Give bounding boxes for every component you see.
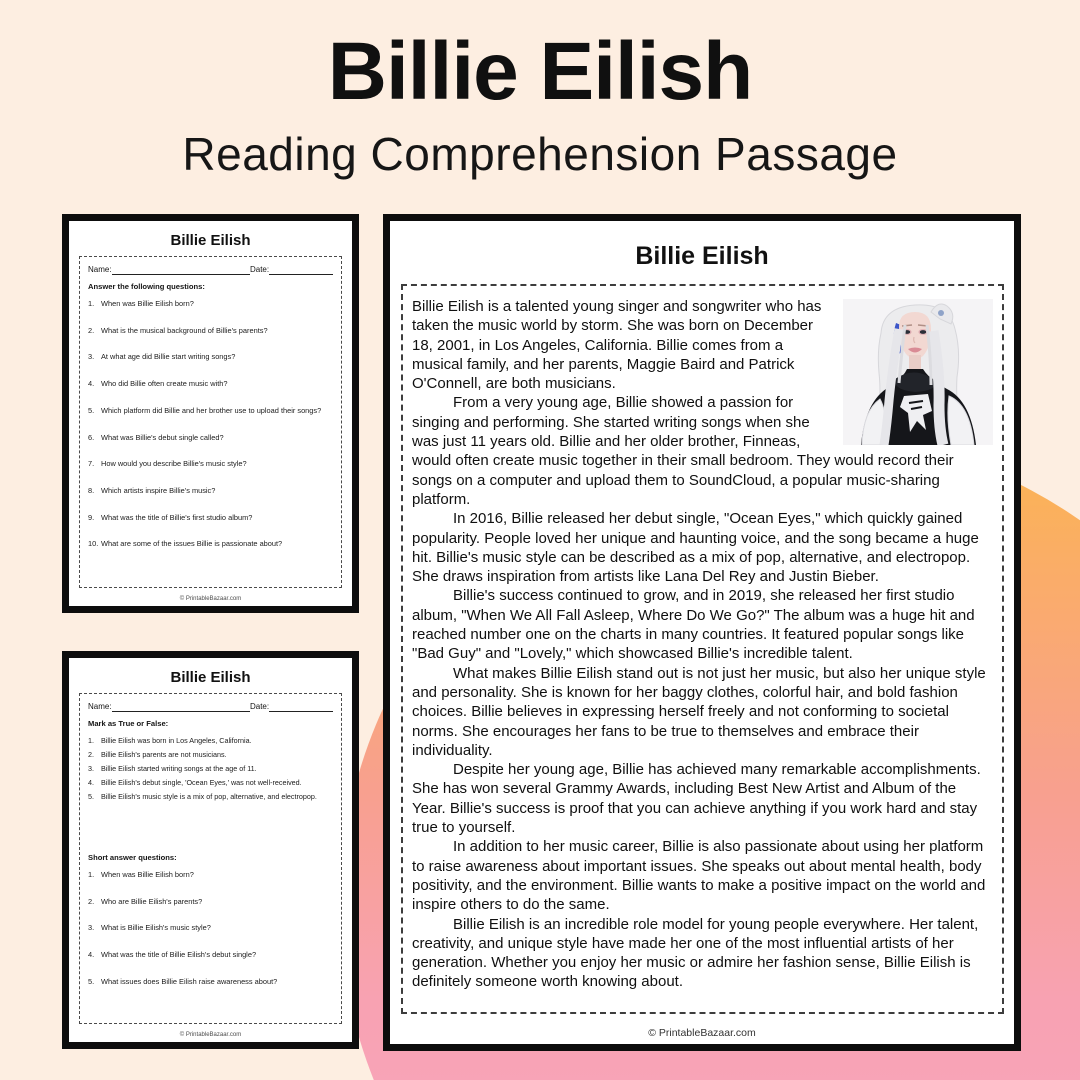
question-item: [88, 486, 333, 495]
question-item: [88, 539, 333, 548]
question-item: [88, 950, 333, 959]
copyright-credit: © PrintableBazaar.com: [179, 1032, 242, 1038]
statement-item: [88, 750, 333, 759]
date-label: Date:: [249, 702, 270, 711]
question-text: What was Billie's debut single called?: [101, 432, 224, 442]
passage-paragraph: Billie Eilish is a talented young singer and songwriter who has taken the music world by storm. She was born on December 18, 2001, in Los Angeles, California. Billie comes from a musical family, and her parents, Maggie Baird and Patrick O'Connell, are both musicians.: [412, 298, 822, 393]
question-text: Which artists inspire Billie's music?: [101, 485, 216, 495]
question-item: [88, 459, 333, 468]
passage-paragraph: Despite her young age, Billie has achieved many remarkable accomplishments. She has won several Grammy Awards, including Best New Artist and Album of the Year. Billie's success is proof that you can achieve anything if you work hard and stay true to yourself.: [412, 761, 981, 837]
question-item: [88, 923, 333, 932]
true-false-worksheet-page: [62, 651, 359, 1049]
statement-item: [88, 764, 333, 773]
true-false-heading: Mark as True or False:: [88, 719, 169, 728]
question-number: 8.: [88, 485, 95, 495]
passage-paragraph: Billie Eilish is an incredible role model for young people everywhere. Her talent, creativity, and unique style have made her one of the most influential artists of her generation. Whether you enjoy her music or admire her fashion sense, Billie Eilish is definitely someone worth knowing about.: [412, 915, 979, 991]
question-text: How would you describe Billie's music style?: [101, 459, 247, 469]
question-text: Who are Billie Eilish's parents?: [101, 896, 203, 906]
billie-eilish-portrait-illustration: [843, 299, 993, 445]
copyright-credit: © PrintableBazaar.com: [179, 596, 242, 602]
poster-subtitle: Reading Comprehension Passage: [182, 128, 898, 180]
statement-text: Billie Eilish started writing songs at the age of 11.: [101, 764, 257, 773]
question-number: 1.: [88, 299, 95, 308]
question-text: What is Billie Eilish's music style?: [101, 923, 211, 933]
question-number: 6.: [88, 432, 95, 442]
statement-text: Billie Eilish's debut single, 'Ocean Eyes,' was not well-received.: [101, 778, 302, 787]
passage-worksheet-page: [383, 214, 1021, 1051]
statement-number: 5.: [88, 792, 94, 801]
passage-paragraph: In addition to her music career, Billie is also passionate about using her platform to raise awareness about important issues. She speaks out about mental health, body positivity, and the environment. Billie wants to make a positive impact on the world and inspire others to do the same.: [412, 838, 986, 914]
question-text: What was the title of Billie Eilish's debut single?: [101, 950, 257, 960]
statement-text: Billie Eilish's music style is a mix of pop, alternative, and electropop.: [101, 792, 317, 801]
question-text: What is the musical background of Billie's parents?: [101, 325, 268, 335]
question-item: [88, 326, 333, 335]
copyright-credit: © PrintableBazaar.com: [648, 1027, 756, 1039]
passage-paragraph: From a very young age, Billie showed a passion for singing and performing. She started writing songs when she was just 11 years old. Billie and her older brother, Finneas, would often create music together in their small bedroom. They would record their songs on a computer and upload them to SoundCloud, a popular music-sharing platform.: [412, 394, 954, 508]
short-answer-list: [88, 870, 333, 986]
poster-header: [0, 0, 1080, 180]
sheet-title: Billie Eilish: [635, 242, 769, 270]
statement-item: [88, 778, 333, 787]
questions-heading: Answer the following questions:: [88, 282, 205, 291]
question-text: What was the title of Billie's first studio album?: [101, 512, 253, 522]
statement-number: 1.: [88, 736, 94, 745]
short-answer-heading: Short answer questions:: [88, 853, 177, 862]
question-number: 4.: [88, 379, 95, 389]
statement-number: 2.: [88, 750, 94, 759]
name-blank-line: [112, 702, 250, 712]
question-number: 3.: [88, 923, 95, 933]
date-blank-line: [269, 702, 333, 712]
question-number: 3.: [88, 352, 95, 362]
sheet-title: Billie Eilish: [170, 232, 251, 249]
question-text: What issues does Billie Eilish raise awareness about?: [101, 976, 278, 986]
question-number: 9.: [88, 512, 95, 522]
date-label: Date:: [249, 265, 270, 274]
question-number: 10.: [88, 539, 99, 549]
passage-paragraph: What makes Billie Eilish stand out is not just her music, but also her unique style and personality. She is known for her baggy clothes, colorful hair, and bold fashion choices. Billie believes in expressing herself freely and not conforming to societal norms. She encourages her fans to be true to themselves and embrace their individuality.: [412, 664, 986, 759]
passage-box: [401, 284, 1004, 1014]
passage-text: [412, 297, 993, 992]
question-text: When was Billie Eilish born?: [101, 870, 194, 879]
date-blank-line: [269, 265, 333, 275]
question-number: 2.: [88, 325, 95, 335]
true-false-box: [79, 693, 342, 1024]
statement-number: 4.: [88, 778, 94, 787]
statement-item: [88, 736, 333, 745]
question-item: [88, 897, 333, 906]
question-item: [88, 513, 333, 522]
passage-paragraph: In 2016, Billie released her debut single, "Ocean Eyes," which quickly gained popularity. People loved her unique and haunting voice, and the song became a huge hit. Billie's music style can be described as a mix of pop, alternative, and electropop. She draws inspiration from artists like Lana Del Rey and Justin Bieber.: [412, 510, 979, 586]
blank-gap: [88, 806, 333, 852]
statement-text: Billie Eilish's parents are not musicians.: [101, 750, 227, 759]
questions-worksheet-page: [62, 214, 359, 613]
name-date-row: [88, 701, 333, 712]
name-label: Name:: [88, 702, 112, 711]
question-item: [88, 379, 333, 388]
question-text: When was Billie Eilish born?: [101, 299, 194, 308]
billie-portrait-icon: [843, 299, 993, 445]
true-false-list: [88, 736, 333, 801]
questions-box: [79, 256, 342, 588]
question-text: What are some of the issues Billie is passionate about?: [101, 539, 283, 549]
passage-paragraph: Billie's success continued to grow, and in 2019, she released her first studio album, "When We All Fall Asleep, Where Do We Go?" The album was a huge hit and reached number one on the charts in many countries. It featured popular songs like "Bad Guy" and "Lovely," which showcased Billie's incredible talent.: [412, 587, 975, 663]
question-item: [88, 352, 333, 361]
question-item: [88, 870, 333, 879]
question-number: 1.: [88, 870, 95, 879]
name-label: Name:: [88, 265, 112, 274]
question-text: At what age did Billie start writing songs?: [101, 352, 236, 362]
name-blank-line: [112, 265, 250, 275]
question-item: [88, 406, 333, 415]
sheet-title: Billie Eilish: [170, 669, 251, 686]
poster-title: Billie Eilish: [327, 26, 753, 117]
question-item: [88, 433, 333, 442]
question-number: 2.: [88, 896, 95, 906]
statement-item: [88, 792, 333, 801]
questions-list: [88, 299, 333, 549]
name-date-row: [88, 264, 333, 275]
question-text: Which platform did Billie and her brother use to upload their songs?: [101, 405, 322, 415]
question-number: 7.: [88, 459, 95, 469]
question-item: [88, 977, 333, 986]
question-text: Who did Billie often create music with?: [101, 379, 228, 389]
question-number: 4.: [88, 950, 95, 960]
question-item: [88, 299, 333, 308]
statement-number: 3.: [88, 764, 94, 773]
statement-text: Billie Eilish was born in Los Angeles, California.: [101, 736, 252, 745]
question-number: 5.: [88, 405, 95, 415]
question-number: 5.: [88, 976, 95, 986]
